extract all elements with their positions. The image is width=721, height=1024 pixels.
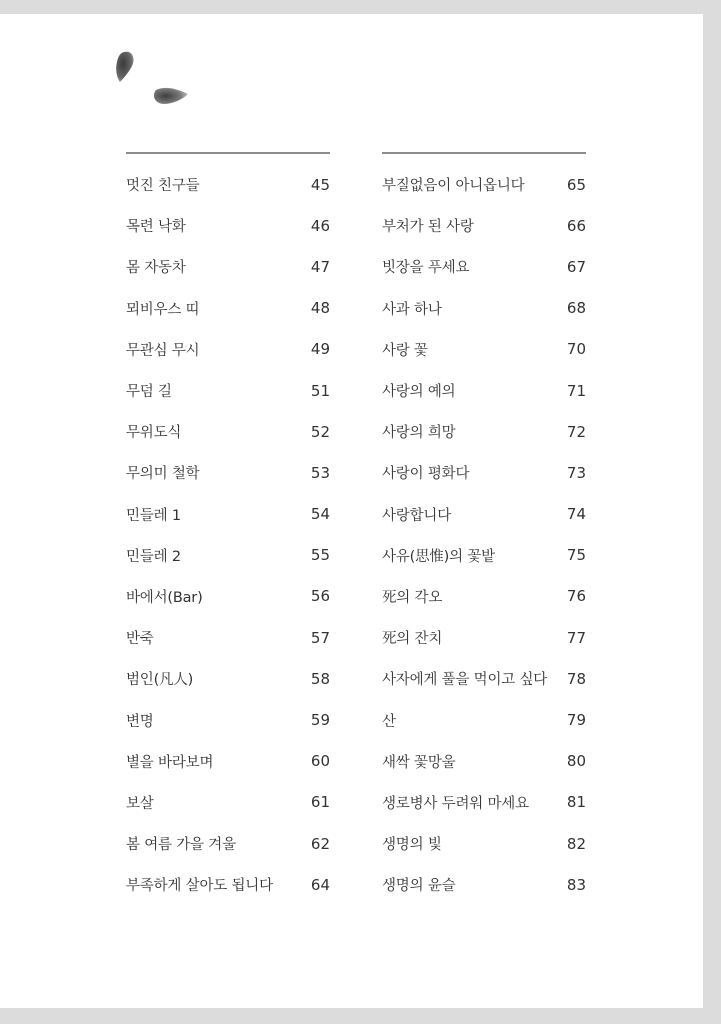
toc-entry (126, 741, 330, 782)
toc-entry-title: 사랑의 희망 (382, 425, 456, 442)
toc-entry (382, 288, 586, 329)
toc-entry-title: 범인(凡人) (126, 672, 194, 689)
toc-entry-title: 별을 바라보며 (126, 754, 214, 771)
toc-entry-page-number: 49 (310, 340, 330, 359)
toc-entry-page-number: 76 (566, 587, 586, 606)
toc-entry-title: 사과 하나 (382, 301, 442, 318)
toc-entry-title: 부족하게 살아도 됩니다 (126, 878, 273, 895)
toc-entry-page-number: 78 (566, 669, 586, 688)
toc-entry (126, 452, 330, 493)
toc-entry-title: 몸 자동차 (126, 260, 186, 277)
toc-entry-page-number: 74 (566, 505, 586, 524)
toc-entry-title: 부처가 된 사랑 (382, 219, 474, 236)
toc-entry-page-number: 70 (566, 340, 586, 359)
toc-entry-title: 민들레 2 (126, 548, 181, 565)
toc-entry-title: 死의 잔치 (382, 631, 443, 648)
toc-entry-title: 무관심 무시 (126, 342, 200, 359)
toc-entry-title: 사유(思惟)의 꽃밭 (382, 548, 495, 565)
toc-entry (126, 164, 330, 205)
toc-entry-page-number: 64 (310, 875, 330, 894)
toc-entry-page-number: 45 (310, 175, 330, 194)
toc-entry-title: 빗장을 푸세요 (382, 260, 470, 277)
toc-entry-title: 산 (382, 713, 396, 730)
toc-entry (126, 494, 330, 535)
toc-entry-title: 무의미 철학 (126, 466, 200, 483)
toc-entry-page-number: 59 (310, 711, 330, 730)
toc-entry-page-number: 58 (310, 669, 330, 688)
toc-entry-title: 봄 여름 가을 겨울 (126, 837, 236, 854)
toc-entry-title: 생명의 빛 (382, 837, 442, 854)
toc-entry-title: 사랑 꽃 (382, 342, 428, 359)
ink-petals-icon (110, 50, 200, 120)
toc-entry (126, 658, 330, 699)
toc-entry-page-number: 53 (310, 463, 330, 482)
toc-entry-title: 목련 낙화 (126, 219, 186, 236)
toc-entry-title: 바에서(Bar) (126, 589, 203, 606)
toc-entry-title: 멋진 친구들 (126, 178, 200, 195)
toc-entry-title: 새싹 꽃망울 (382, 754, 456, 771)
toc-entry-page-number: 67 (566, 257, 586, 276)
toc-entries-left (126, 164, 330, 905)
toc-entry (382, 329, 586, 370)
toc-entry-title: 사랑의 예의 (382, 384, 456, 401)
toc-entry-page-number: 77 (566, 628, 586, 647)
toc-entry-page-number: 62 (310, 834, 330, 853)
toc-entry (126, 699, 330, 740)
toc-entry-title: 무덤 길 (126, 384, 172, 401)
toc-entry (126, 617, 330, 658)
toc-entry-title: 생로병사 두려워 마세요 (382, 795, 529, 812)
toc-entry-page-number: 71 (566, 381, 586, 400)
toc-entry-title: 변명 (126, 713, 154, 730)
toc-entry-title: 死의 각오 (382, 589, 443, 606)
toc-entries-right (382, 164, 586, 905)
toc-entry-page-number: 80 (566, 752, 586, 771)
toc-entry (382, 864, 586, 905)
toc-entry (382, 411, 586, 452)
toc-entry (126, 246, 330, 287)
toc-entry (382, 699, 586, 740)
toc-entry-page-number: 55 (310, 546, 330, 565)
toc-entry-page-number: 72 (566, 422, 586, 441)
toc-entry-page-number: 47 (310, 257, 330, 276)
toc-entry-page-number: 57 (310, 628, 330, 647)
toc-entry-page-number: 52 (310, 422, 330, 441)
toc-entry-title: 민들레 1 (126, 507, 181, 524)
toc-entry-page-number: 46 (310, 216, 330, 235)
toc-entry (126, 823, 330, 864)
toc-entry (126, 205, 330, 246)
toc-entry (382, 205, 586, 246)
toc-entry-title: 사랑합니다 (382, 507, 452, 524)
toc-entry-title: 무위도식 (126, 425, 182, 442)
toc-entry (126, 535, 330, 576)
toc-entry (382, 494, 586, 535)
toc-entry (126, 288, 330, 329)
column-divider (382, 152, 586, 154)
toc-entry (126, 411, 330, 452)
book-page (0, 14, 703, 1008)
toc-entry-page-number: 73 (566, 463, 586, 482)
toc-entry (126, 782, 330, 823)
toc-entry-title: 보살 (126, 795, 154, 812)
toc-entry (382, 782, 586, 823)
toc-entry-title: 사자에게 풀을 먹이고 싶다 (382, 672, 548, 689)
toc-entry (382, 535, 586, 576)
toc-entry-page-number: 79 (566, 711, 586, 730)
toc-entry-page-number: 65 (566, 175, 586, 194)
toc-entry (382, 658, 586, 699)
petal-lower-icon (154, 88, 188, 104)
toc-entry-page-number: 81 (566, 793, 586, 812)
toc-entry (382, 741, 586, 782)
toc-entry-page-number: 66 (566, 216, 586, 235)
toc-entry (382, 164, 586, 205)
toc-entry-page-number: 60 (310, 752, 330, 771)
toc-entry (382, 617, 586, 658)
toc-entry-page-number: 51 (310, 381, 330, 400)
toc-entry (382, 452, 586, 493)
toc-entry (126, 370, 330, 411)
toc-entry-title: 부질없음이 아니옵니다 (382, 178, 525, 195)
toc-entry-page-number: 56 (310, 587, 330, 606)
toc-entry-page-number: 82 (566, 834, 586, 853)
toc-entry-title: 뫼비우스 띠 (126, 301, 200, 318)
toc-entry-title: 사랑이 평화다 (382, 466, 470, 483)
petal-upper-icon (116, 52, 133, 82)
toc-entry-page-number: 54 (310, 505, 330, 524)
toc-entry-page-number: 48 (310, 299, 330, 318)
toc-entry-page-number: 83 (566, 875, 586, 894)
toc-column-left (126, 152, 330, 905)
toc-entry (382, 246, 586, 287)
toc-entry (382, 370, 586, 411)
column-divider (126, 152, 330, 154)
toc-entry (126, 329, 330, 370)
toc-entry-page-number: 61 (310, 793, 330, 812)
toc-entry-page-number: 75 (566, 546, 586, 565)
toc-column-right (382, 152, 586, 905)
toc-entry (126, 864, 330, 905)
toc-entry-title: 반죽 (126, 631, 154, 648)
toc-entry (382, 823, 586, 864)
toc-entry (382, 576, 586, 617)
toc-entry-page-number: 68 (566, 299, 586, 318)
toc-entry-title: 생명의 윤슬 (382, 878, 456, 895)
toc-entry (126, 576, 330, 617)
